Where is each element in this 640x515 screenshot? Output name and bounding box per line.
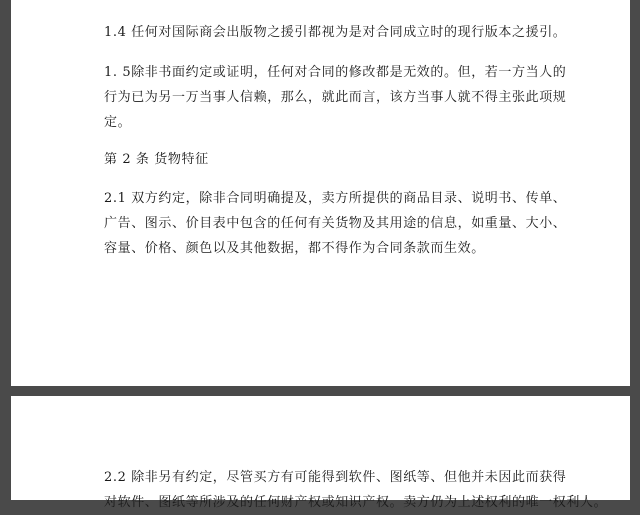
paragraph-2-2 [104, 465, 608, 515]
paragraph-1-5 [104, 60, 567, 135]
text-line: 广告、图示、价目表中包含的任何有关货物及其用途的信息，如重量、大小、 [104, 216, 567, 231]
text-line: 定。 [104, 115, 132, 130]
document-page-1 [11, 0, 630, 386]
text-line: 1. 5除非书面约定或证明，任何对合同的修改都是无效的。但，若一方当人的 [104, 65, 567, 80]
paragraph-1-4 [104, 20, 567, 45]
text-line: 1.4 任何对国际商会出版物之援引都视为是对合同成立时的现行版本之援引。 [104, 25, 567, 40]
text-line: 容量、价格、颜色以及其他数据，都不得作为合同条款而生效。 [104, 241, 485, 256]
paragraph-2-1 [104, 186, 567, 261]
text-line-cut: 对软件、图纸等所涉及的任何财产权或知识产权。卖方仍为上述权利的唯一权利人。 [104, 495, 608, 510]
text-line: 2.2 除非另有约定，尽管买方有可能得到软件、图纸等、但他并未因此而获得 [104, 470, 567, 485]
text-line: 行为已为另一万当事人信赖，那么，就此而言，该方当事人就不得主张此项规 [104, 90, 567, 105]
document-page-2 [11, 396, 630, 510]
section-heading-article-2: 第 2 条 货物特征 [104, 152, 209, 167]
text-line: 2.1 双方约定，除非合同明确提及，卖方所提供的商品目录、说明书、传单、 [104, 191, 567, 206]
